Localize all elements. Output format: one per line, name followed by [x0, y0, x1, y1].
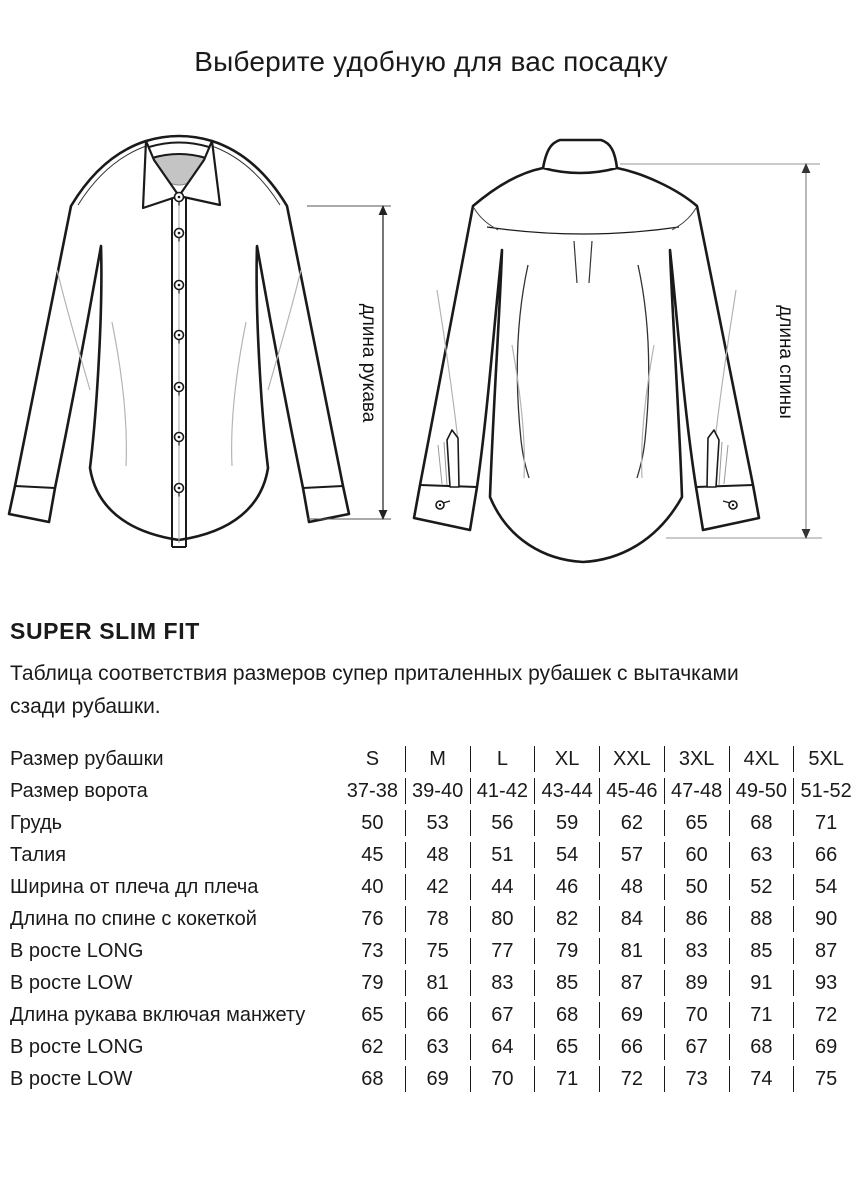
table-row [10, 1002, 858, 1028]
cell-value: 70 [470, 1066, 535, 1092]
cell-value: 40 [361, 876, 384, 898]
cell-value: 56 [470, 810, 535, 836]
cell-value: 59 [534, 810, 599, 836]
cell-value: 72 [793, 1002, 858, 1028]
cell-value: L [470, 746, 535, 772]
row-label: Длина по спине с кокеткой [10, 908, 257, 930]
table-row [10, 810, 858, 836]
cell-value: 76 [361, 908, 384, 930]
cell-value: 37-38 [346, 780, 398, 802]
cell-value: 65 [534, 1034, 599, 1060]
cell-value: 71 [729, 1002, 794, 1028]
cell-value: 81 [599, 938, 664, 964]
cell-value: 47-48 [664, 778, 729, 804]
cell-value: 64 [470, 1034, 535, 1060]
cell-value: 69 [405, 1066, 470, 1092]
description-line: сзади рубашки. [10, 695, 161, 718]
cell-value: 50 [361, 812, 384, 834]
row-label: Размер ворота [10, 780, 148, 802]
cell-value: 83 [664, 938, 729, 964]
cell-value: 41-42 [470, 778, 535, 804]
row-label: Талия [10, 844, 67, 866]
cell-value: 66 [405, 1002, 470, 1028]
cell-value: M [405, 746, 470, 772]
cell-value: 63 [729, 842, 794, 868]
table-row [10, 906, 858, 932]
cell-value: 50 [664, 874, 729, 900]
cell-value: 75 [793, 1066, 858, 1092]
table-row [10, 842, 858, 868]
row-label: Размер рубашки [10, 748, 164, 770]
cell-value: 48 [599, 874, 664, 900]
cell-value: 90 [793, 906, 858, 932]
cell-value: 85 [729, 938, 794, 964]
cell-value: 78 [405, 906, 470, 932]
sleeve-length-label: длина рукава [358, 303, 379, 423]
cell-value: 93 [793, 970, 858, 996]
cell-value: 54 [793, 874, 858, 900]
row-label: Грудь [10, 812, 63, 834]
cell-value: 63 [405, 1034, 470, 1060]
cell-value: 5XL [793, 746, 858, 772]
table-row [10, 970, 858, 996]
table-description [10, 657, 840, 723]
shirt-diagram [0, 110, 862, 610]
cell-value: 51 [470, 842, 535, 868]
cell-value: 60 [664, 842, 729, 868]
row-label: В росте LONG [10, 1036, 144, 1058]
back-length-label: длина спины [775, 305, 796, 419]
cell-value: 42 [405, 874, 470, 900]
cell-value: 4XL [729, 746, 794, 772]
cell-value: 51-52 [793, 778, 858, 804]
cell-value: XL [534, 746, 599, 772]
back-shirt-drawing [414, 140, 759, 562]
front-shirt-drawing [9, 136, 349, 547]
cell-value: 54 [534, 842, 599, 868]
page-title: Выберите удобную для вас посадку [194, 46, 668, 77]
cell-value: 80 [470, 906, 535, 932]
cell-value: 45-46 [599, 778, 664, 804]
cell-value: 83 [470, 970, 535, 996]
cell-value: 84 [599, 906, 664, 932]
cell-value: 68 [534, 1002, 599, 1028]
cell-value: 69 [793, 1034, 858, 1060]
cell-value: 77 [470, 938, 535, 964]
cell-value: 52 [729, 874, 794, 900]
cell-value: 43-44 [534, 778, 599, 804]
cell-value: 48 [405, 842, 470, 868]
row-label: В росте LOW [10, 1068, 133, 1090]
cell-value: 44 [470, 874, 535, 900]
cell-value: 89 [664, 970, 729, 996]
cell-value: 73 [664, 1066, 729, 1092]
cell-value: S [365, 748, 380, 770]
cell-value: 65 [361, 1004, 384, 1026]
table-row [10, 778, 858, 804]
cell-value: 88 [729, 906, 794, 932]
cell-value: 70 [664, 1002, 729, 1028]
cell-value: 85 [534, 970, 599, 996]
cell-value: 68 [361, 1068, 384, 1090]
size-table [10, 746, 858, 1098]
cell-value: 66 [599, 1034, 664, 1060]
cell-value: 72 [599, 1066, 664, 1092]
cell-value: 91 [729, 970, 794, 996]
cell-value: 57 [599, 842, 664, 868]
cell-value: 45 [361, 844, 384, 866]
row-label: Ширина от плеча дл плеча [10, 876, 259, 898]
cell-value: 71 [534, 1066, 599, 1092]
cell-value: 87 [793, 938, 858, 964]
cell-value: 69 [599, 1002, 664, 1028]
cell-value: 3XL [664, 746, 729, 772]
description-line: Таблица соответствия размеров супер приталенных рубашек с вытачками [10, 662, 739, 685]
cell-value: 49-50 [729, 778, 794, 804]
cell-value: 53 [405, 810, 470, 836]
cell-value: 79 [361, 972, 384, 994]
table-row [10, 874, 858, 900]
cell-value: 68 [729, 810, 794, 836]
table-row [10, 746, 858, 772]
cell-value: 87 [599, 970, 664, 996]
cell-value: 68 [729, 1034, 794, 1060]
section-heading: SUPER SLIM FIT [10, 618, 200, 644]
cell-value: 79 [534, 938, 599, 964]
row-label: Длина рукава включая манжету [10, 1004, 306, 1026]
cell-value: 74 [729, 1066, 794, 1092]
cell-value: 67 [470, 1002, 535, 1028]
cell-value: 62 [599, 810, 664, 836]
cell-value: 82 [534, 906, 599, 932]
cell-value: 71 [793, 810, 858, 836]
cell-value: 66 [793, 842, 858, 868]
row-label: В росте LOW [10, 972, 133, 994]
cell-value: 86 [664, 906, 729, 932]
table-row [10, 1066, 858, 1092]
cell-value: 62 [361, 1036, 384, 1058]
cell-value: 75 [405, 938, 470, 964]
cell-value: 39-40 [405, 778, 470, 804]
cell-value: XXL [599, 746, 664, 772]
row-label: В росте LONG [10, 940, 144, 962]
cell-value: 65 [664, 810, 729, 836]
table-row [10, 1034, 858, 1060]
cell-value: 46 [534, 874, 599, 900]
table-row [10, 938, 858, 964]
cell-value: 81 [405, 970, 470, 996]
cell-value: 73 [361, 940, 384, 962]
cell-value: 67 [664, 1034, 729, 1060]
